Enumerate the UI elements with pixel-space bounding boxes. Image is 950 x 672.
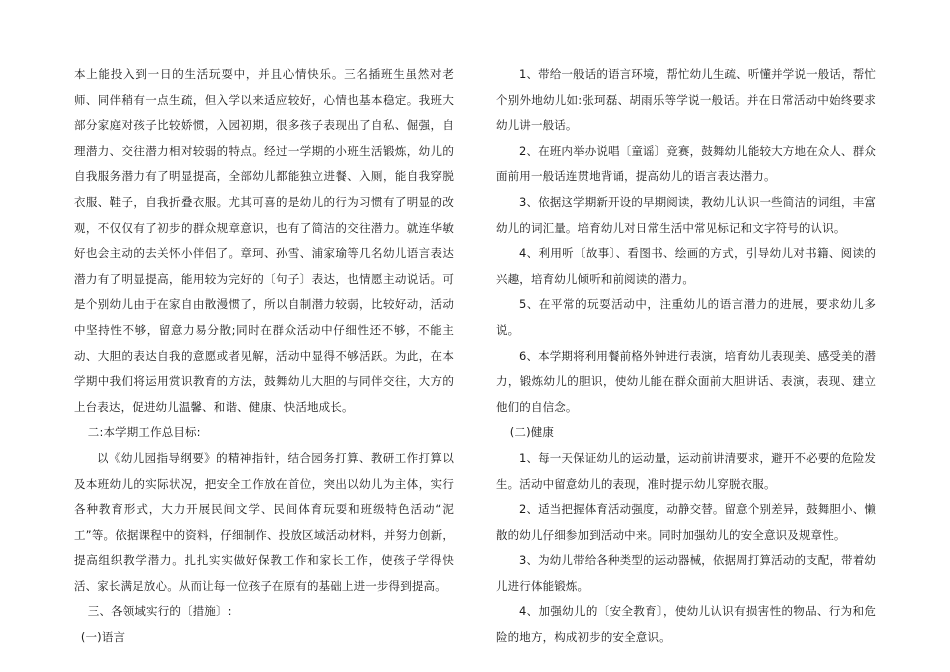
health-item-4: 4、加强幼儿的〔安全教育〕，使幼儿认识有损害性的物品、行为和危险的地方，构成初步的安全意识。	[496, 604, 876, 645]
health-item-1: 1、每一天保证幼儿的运动量，运动前讲清要求，避开不必要的危险发生。活动中留意幼儿的表现，准时提示幼儿穿脱衣服。	[496, 450, 876, 491]
language-item-5: 5、在平常的玩耍活动中，注重幼儿的语言潜力的进展，要求幼儿多说。	[496, 297, 876, 337]
subheading-language: (一)语言	[80, 630, 126, 645]
right-column	[496, 62, 876, 651]
health-item-2: 2、适当把握体育活动强度，动静交替。留意个别差异，鼓舞胆小、懒散的幼儿仔细参加到活动中来。同时加强幼儿的安全意识及规章性。	[496, 502, 876, 542]
section-heading-measures: 三、各领域实行的〔措施〕:	[87, 604, 232, 619]
goals-paragraph: 以《幼儿园指导纲要》的精神指针，结合园务打算、教研工作打算以及本班幼儿的实际状况，把安全工作放在首位，突出以幼儿为主体，实行各种教育形式，大力开展民间文学、民间体育玩耍和班级特色活动“泥工”等。依据课程中的资料，仔细制作、投放区域活动材料，并努力创新，提高组织教学潜力。扎扎实实做好保教工作和家长工作，使孩子学得快活、家长满足放心。从而让每一位孩子在原有的基础上进一步得到提高。	[74, 450, 454, 593]
language-item-1: 1、带给一般话的语言环境，帮忙幼儿生疏、听懂并学说一般话，帮忙个别外地幼儿如:张珂磊、胡雨乐等学说一般话。并在日常活动中始终要求幼儿讲一般话。	[496, 67, 876, 133]
left-column	[74, 62, 454, 651]
subheading-health: (二)健康	[509, 425, 555, 440]
language-item-2: 2、在班内举办说唱〔童谣〕竞赛，鼓舞幼儿能较大方地在众人、群众面前用一般话连贯地背诵，提高幼儿的语言表达潜力。	[496, 143, 876, 184]
health-item-3: 3、为幼儿带给各种类型的运动器械，依据周打算活动的支配，带着幼儿进行体能锻炼。	[496, 553, 876, 593]
class-situation-paragraph: 本上能投入到一日的生活玩耍中，并且心情快乐。三名插班生虽然对老师、同伴稍有一点生疏，但入学以来适应较好，心情也基本稳定。我班大部分家庭对孩子比较娇惯，入园初期，很多孩子表现出了自私、倔强，自理潜力、交往潜力相对较弱的特点。经过一学期的小班生活锻炼，幼儿的自我服务潜力有了明显提高，全部幼儿都能独立进餐、入厕，能自我穿脱衣服、鞋子，自我折叠衣服。尤其可喜的是幼儿的行为习惯有了明显的改观，不仅仅有了初步的群众规章意识，也有了简洁的交往潜力。就连华敏好也会主动的去关怀小伴侣了。章珂、孙雪、浦家瑜等几名幼儿语言表达潜力有了明显提高，能用较为完好的〔句子〕表达，也情愿主动说话。可是个别幼儿由于在家自由散漫惯了，所以自制潜力较弱，比较好动，活动中坚持性不够，留意力易分散;同时在群众活动中仔细性还不够，不能主动、大胆的表达自我的意愿或者见解，活动中显得不够活跃。为此，在本学期中我们将运用赏识教育的方法，鼓舞幼儿大胆的与同伴交往，大方的上台表达，促进幼儿温馨、和谐、健康、快活地成长。	[74, 67, 454, 414]
section-heading-goals: 二:本学期工作总目标:	[87, 425, 201, 440]
language-item-4: 4、利用听〔故事〕、看图书、绘画的方式，引导幼儿对书籍、阅读的兴趣，培育幼儿倾听和前阅读的潜力。	[496, 246, 876, 286]
language-item-6: 6、本学期将利用餐前格外钟进行表演，培育幼儿表现美、感受美的潜力，锻炼幼儿的胆识，使幼儿能在群众面前大胆讲话、表演，表现、建立他们的自信念。	[496, 348, 876, 414]
language-item-3: 3、依据这学期新开设的早期阅读，教幼儿认识一些简洁的词组，丰富幼儿的词汇量。培育幼儿对日常生活中常见标记和文字符号的认识。	[496, 194, 876, 235]
